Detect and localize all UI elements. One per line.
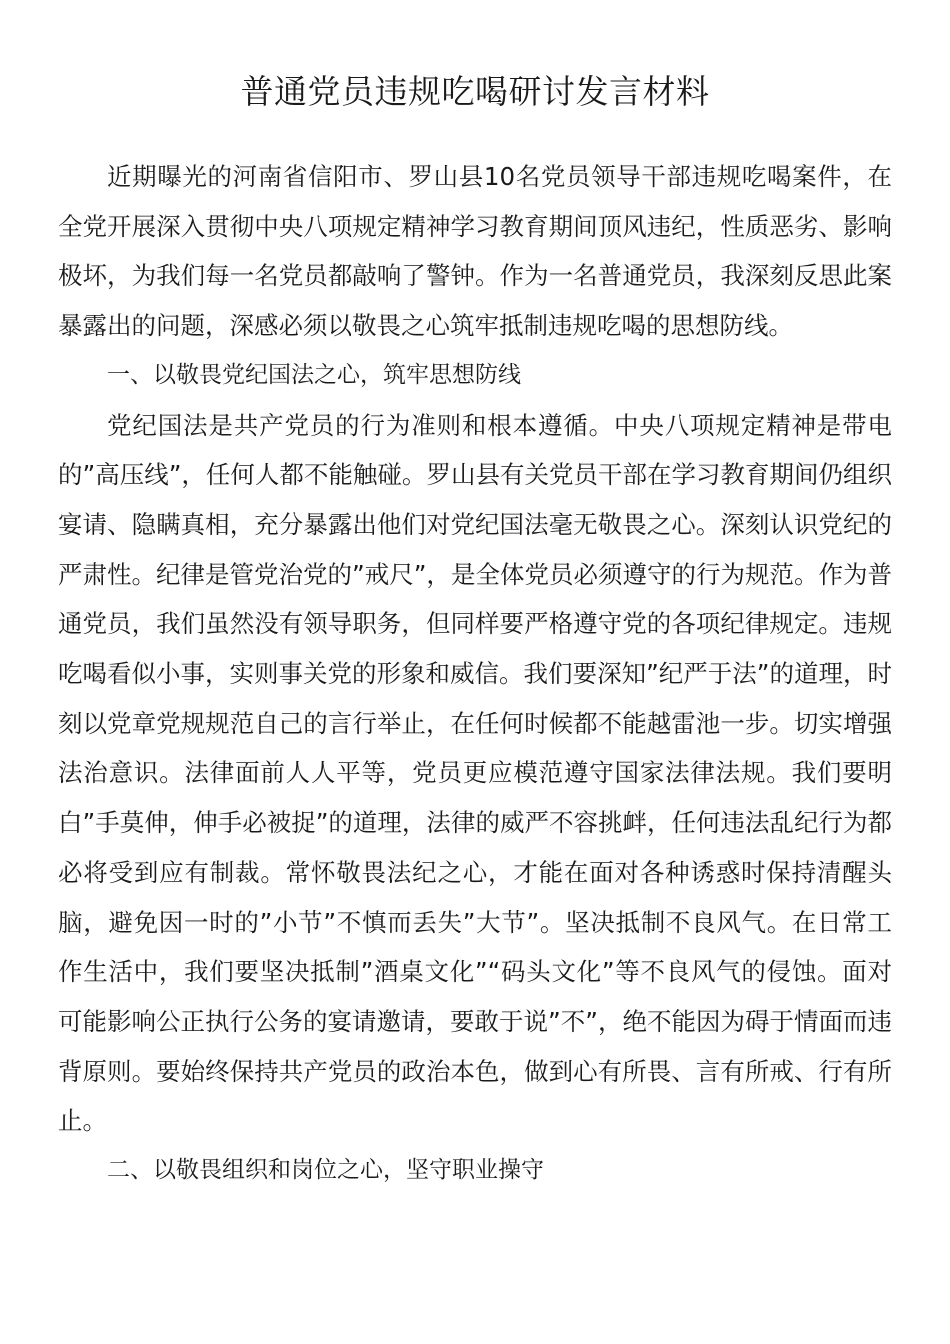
section-1-body: 党纪国法是共产党员的行为准则和根本遵循。中央八项规定精神是带电的”高压线”，任何人都不能触碰。罗山县有关党员干部在学习教育期间仍组织宴请、隐瞒真相，充分暴露出他们对党纪国法毫无敬畏之心。深刻认识党纪的严肃性。纪律是管党治党的”戒尺”，是全体党员必须遵守的行为规范。作为普通党员，我们虽然没有领导职务，但同样要严格遵守党的各项纪律规定。违规吃喝看似小事，实则事关党的形象和威信。我们要深知”纪严于法”的道理，时刻以党章党规规范自己的言行举止，在任何时候都不能越雷池一步。切实增强法治意识。法律面前人人平等，党员更应模范遵守国家法律法规。我们要明白”手莫伸，伸手必被捉”的道理，法律的威严不容挑衅，任何违法乱纪行为都必将受到应有制裁。常怀敬畏法纪之心，才能在面对各种诱惑时保持清醒头脑，避免因一时的”小节”不慎而丢失”大节”。坚决抵制不良风气。在日常工作生活中，我们要坚决抵制”酒桌文化”“码头文化”等不良风气的侵蚀。面对可能影响公正执行公务的宴请邀请，要敢于说”不”，绝不能因为碍于情面而违背原则。要始终保持共产党员的政治本色，做到心有所畏、言有所戒、行有所止。 (58, 410, 892, 1136)
intro-paragraph: 近期曝光的河南省信阳市、罗山县10名党员领导干部违规吃喝案件，在全党开展深入贯彻中央八项规定精神学习教育期间顶风违纪，性质恶劣、影响极坏，为我们每一名党员都敲响了警钟。作为一名普通党员，我深刻反思此案暴露出的问题，深感必须以敬畏之心筑牢抵制违规吃喝的思想防线。 (58, 162, 892, 341)
document-title: 普通党员违规吃喝研讨发言材料 (240, 72, 710, 111)
section-heading-2: 二、以敬畏组织和岗位之心，坚守职业操守 (107, 1157, 544, 1184)
section-heading-1: 一、以敬畏党纪国法之心，筑牢思想防线 (107, 361, 521, 388)
